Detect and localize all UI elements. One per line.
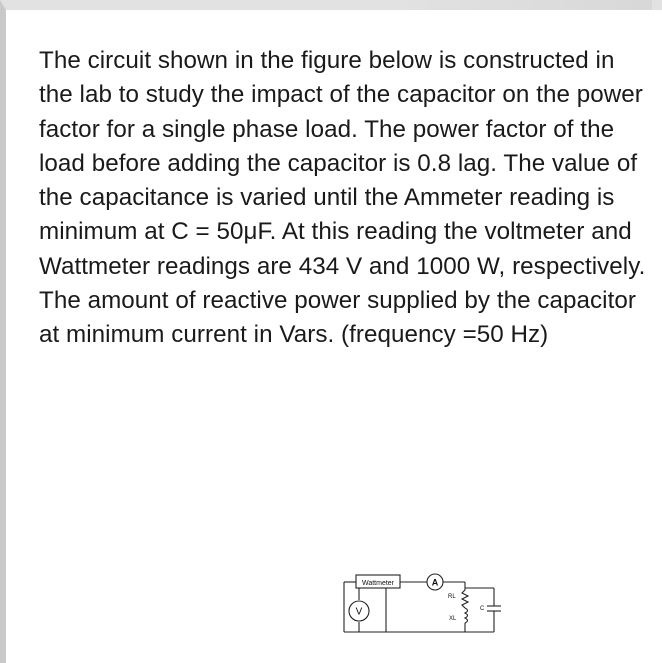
top-strip <box>392 0 652 10</box>
circuit-diagram <box>331 562 501 642</box>
voltmeter-symbol: V <box>355 606 363 618</box>
question-text: The circuit shown in the figure below is constructed in the lab to study the impact of the capacitor on the power factor for a single phase load. The power factor of the load before adding the capacitor is 0.8 lag. The value of the capacitance is varied until the Ammeter reading is minimum at C = 50μF. At this reading the voltmeter and Wattmeter readings are 434 V and 1000 W, respectively. The amount of reactive power supplied by the capacitor at minimum current in Vars. (frequency =50 Hz) <box>39 47 646 349</box>
reactance-label: XL <box>449 616 457 622</box>
ammeter-symbol: A <box>431 577 439 588</box>
resistor-label: RL <box>448 594 456 600</box>
capacitor-label: C <box>480 606 485 612</box>
wattmeter-label: Wattmeter <box>361 580 395 587</box>
